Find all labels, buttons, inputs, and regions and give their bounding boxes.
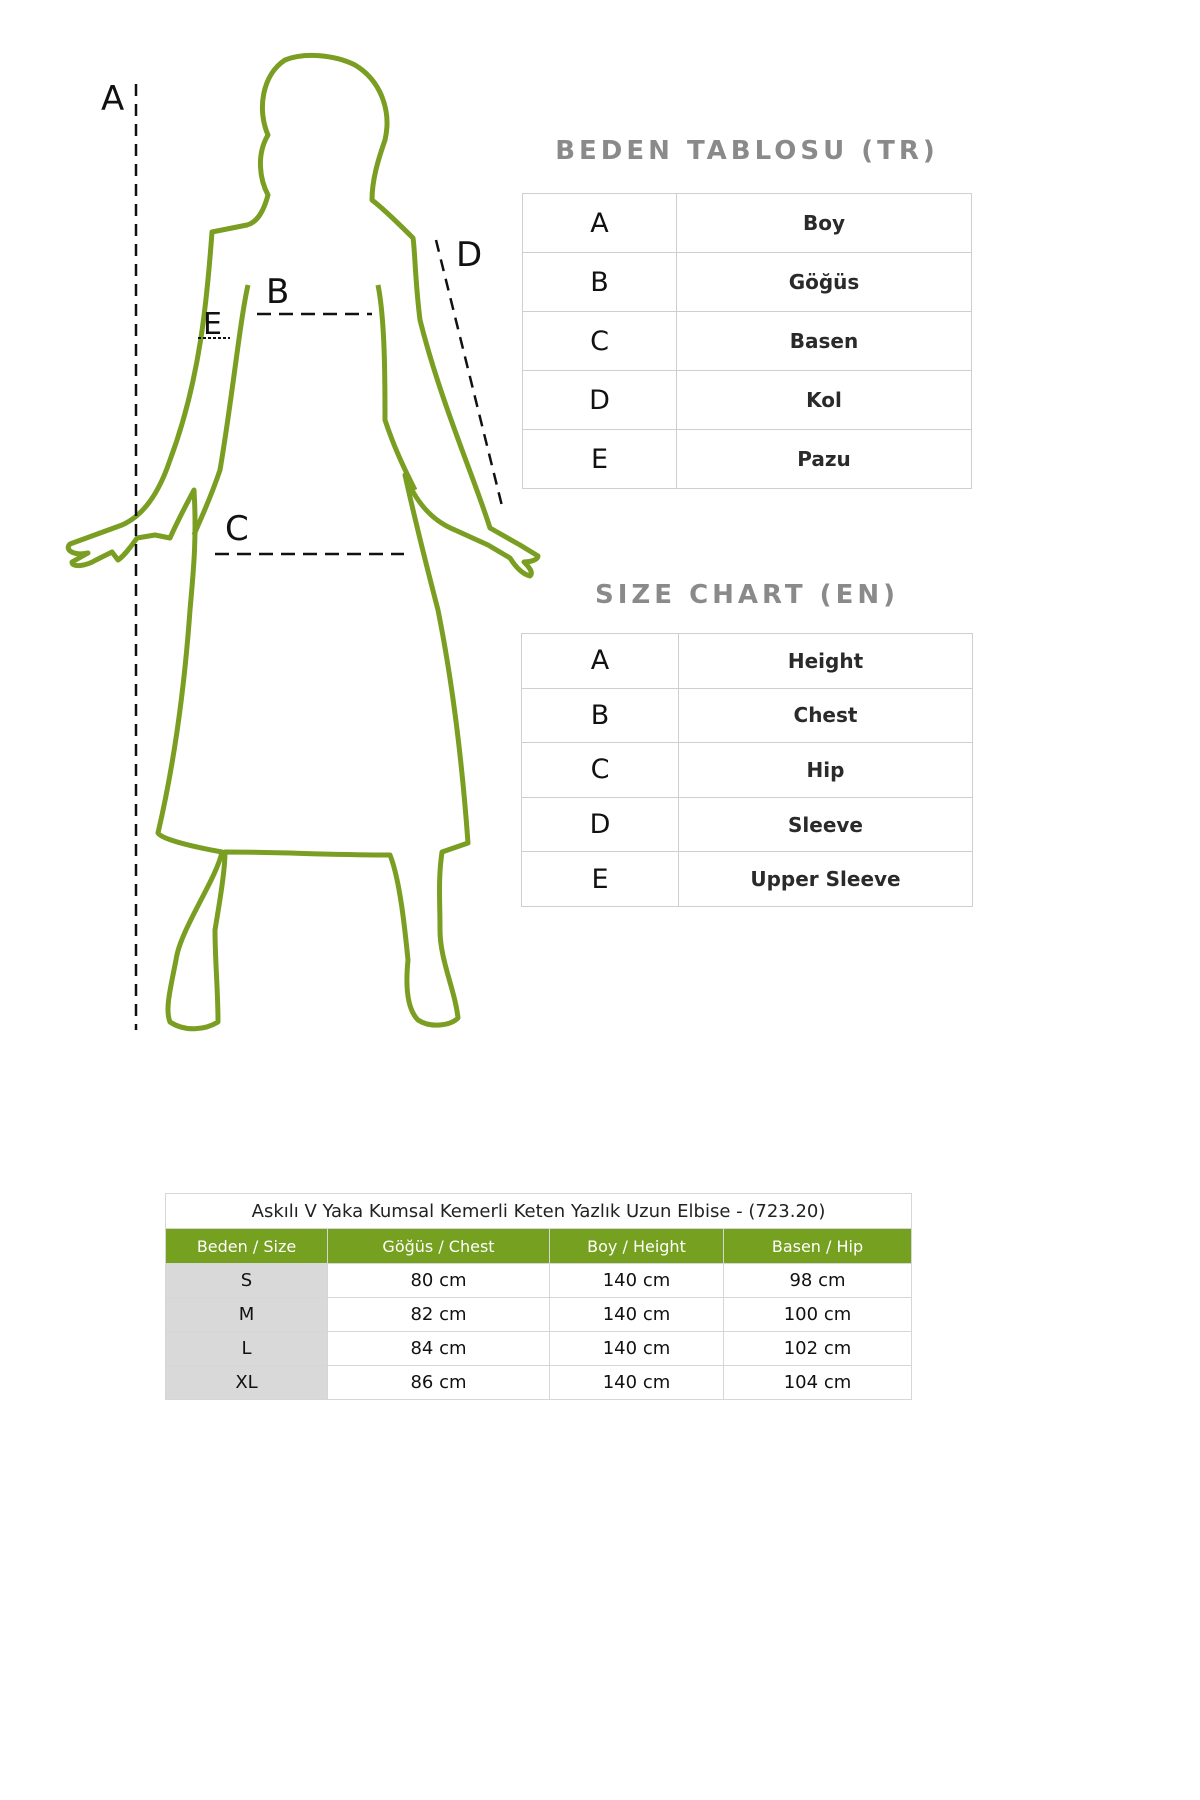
legend-key: B [523, 253, 677, 312]
legend-label: Chest [679, 688, 973, 743]
hip-cell: 104 cm [724, 1366, 912, 1400]
table-header-row [166, 1229, 912, 1264]
legend-row [523, 194, 972, 253]
legend-row [523, 371, 972, 430]
legend-label: Basen [677, 312, 972, 371]
legend-key: C [523, 312, 677, 371]
height-cell: 140 cm [550, 1332, 724, 1366]
legend-key: A [523, 194, 677, 253]
legend-table-tr [522, 193, 972, 489]
size-cell: L [166, 1332, 328, 1366]
legend-key: D [523, 371, 677, 430]
legend-key: B [522, 688, 679, 743]
marker-a-label: A [101, 79, 125, 119]
marker-d-label: D [456, 235, 483, 275]
legend-label: Height [679, 634, 973, 689]
table-row [166, 1264, 912, 1298]
hip-cell: 100 cm [724, 1298, 912, 1332]
legend-row [522, 634, 973, 689]
chest-cell: 82 cm [328, 1298, 550, 1332]
legend-label: Pazu [677, 430, 972, 489]
height-cell: 140 cm [550, 1298, 724, 1332]
legend-label: Göğüs [677, 253, 972, 312]
table-row [166, 1332, 912, 1366]
size-chart-title-en: SIZE CHART (EN) [595, 580, 899, 610]
legend-key: E [522, 852, 679, 907]
legend-row [522, 797, 973, 852]
legend-label: Kol [677, 371, 972, 430]
size-cell: S [166, 1264, 328, 1298]
chest-cell: 86 cm [328, 1366, 550, 1400]
body-outline [68, 55, 538, 1028]
marker-b-label: B [266, 272, 290, 312]
legend-label: Boy [677, 194, 972, 253]
size-table-title-tr: BEDEN TABLOSU (TR) [555, 136, 939, 166]
marker-c-label: C [225, 509, 249, 549]
legend-row [523, 253, 972, 312]
marker-e-label: E [203, 307, 222, 342]
legend-label: Upper Sleeve [679, 852, 973, 907]
size-cell: XL [166, 1366, 328, 1400]
legend-label: Hip [679, 743, 973, 798]
size-cell: M [166, 1298, 328, 1332]
legend-key: D [522, 797, 679, 852]
column-header: Beden / Size [166, 1229, 328, 1264]
inner-arm-right [378, 285, 415, 490]
column-header: Boy / Height [550, 1229, 724, 1264]
hip-cell: 102 cm [724, 1332, 912, 1366]
chest-cell: 80 cm [328, 1264, 550, 1298]
height-cell: 140 cm [550, 1264, 724, 1298]
height-cell: 140 cm [550, 1366, 724, 1400]
column-header: Göğüs / Chest [328, 1229, 550, 1264]
hip-cell: 98 cm [724, 1264, 912, 1298]
legend-key: E [523, 430, 677, 489]
legend-label: Sleeve [679, 797, 973, 852]
legend-row [523, 430, 972, 489]
legend-table-en [521, 633, 973, 907]
legend-key: A [522, 634, 679, 689]
legend-row [522, 852, 973, 907]
size-measurements-table [165, 1193, 912, 1400]
legend-row [522, 743, 973, 798]
product-caption: Askılı V Yaka Kumsal Kemerli Keten Yazlık Uzun Elbise - (723.20) [166, 1194, 912, 1229]
column-header: Basen / Hip [724, 1229, 912, 1264]
legend-row [523, 312, 972, 371]
table-row [166, 1298, 912, 1332]
chest-cell: 84 cm [328, 1332, 550, 1366]
table-row [166, 1366, 912, 1400]
legend-row [522, 688, 973, 743]
body-silhouette-figure [0, 0, 560, 1060]
legend-key: C [522, 743, 679, 798]
